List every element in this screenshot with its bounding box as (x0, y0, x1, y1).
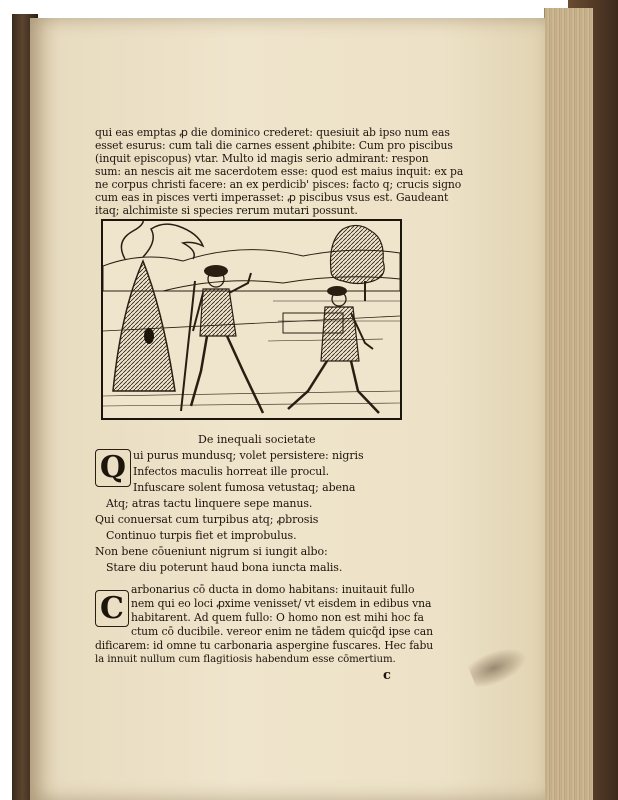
catchword: c (383, 668, 391, 683)
page-edges (544, 8, 593, 800)
verse-line-2: Infectos maculis horreat ille procul. (133, 465, 330, 478)
top-line-5: ne corpus christi facere: an ex perdicib' pisces: facto q; crucis signo (95, 178, 462, 191)
prose-line-3: habitarent. Ad quem fullo: O homo non est mihi hoc fa (131, 611, 424, 624)
top-line-2: esset esurus: cum tali die carnes essent ꝓhibite: Cum pro piscibus (95, 139, 453, 152)
verse-line-8: Stare diu poterunt haud bona iuncta malis. (106, 561, 343, 574)
verse-line-6: Continuo turpis fiet et improbulus. (106, 529, 297, 542)
verse-line-3: Infuscare solent fumosa vetustaq; abena (133, 481, 356, 494)
prose-line-1: arbonarius cō ducta in domo habitans: inuitauit fullo (131, 583, 415, 596)
decorated-initial-q: Q (95, 449, 131, 487)
prose-line-6: la innuit nullum cum flagitiosis habendum esse cōmertium. (95, 654, 396, 665)
woodcut-illustration (101, 219, 402, 420)
top-line-4: sum: an nescis ait me sacerdotem esse: quod est maius inquit: ex pa (95, 165, 464, 178)
decorated-initial-c: C (95, 590, 129, 627)
prose-line-2: nem qui eo loci ꝓxime venisset/ vt eisdem in edibus vna (131, 597, 432, 610)
top-line-3: (inquit episcopus) vtar. Multo id magis serio admirant: respon (95, 152, 429, 165)
prose-line-4: ctum cō ducibile. vereor enim ne tādem quicq̄d ipse can (131, 625, 433, 638)
verse-line-5: Qui conuersat cum turpibus atq; ꝓbrosis (95, 513, 319, 526)
prose-line-5: dificarem: id omne tu carbonaria aspergine fuscares. Hec fabu (95, 639, 434, 652)
verse-line-1: ui purus mundusq; volet persistere: nigris (133, 449, 364, 462)
top-line-6: cum eas in pisces verti imperasset: ꝓ piscibus vsus est. Gaudeant (95, 191, 449, 204)
section-heading: De inequali societate (198, 433, 316, 446)
verse-line-7: Non bene cōueniunt nigrum si iungit albo: (95, 545, 328, 558)
top-line-1: qui eas emptas ꝓ die dominico crederet: quesiuit ab ipso num eas (95, 126, 450, 139)
top-line-7: itaq; alchimiste si species rerum mutari possunt. (95, 204, 358, 217)
verse-line-4: Atq; atras tactu linquere sepe manus. (106, 497, 313, 510)
